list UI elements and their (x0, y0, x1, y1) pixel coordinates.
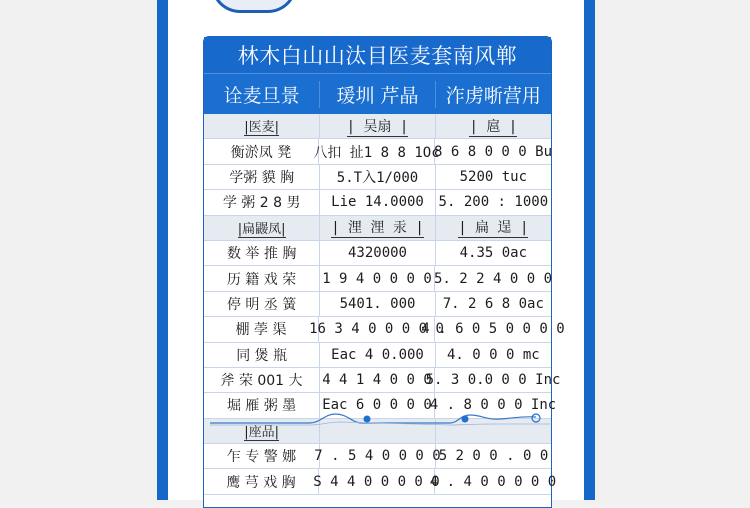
cell-text: |医麦| (244, 116, 279, 136)
table-row (204, 469, 557, 494)
table-cell (320, 216, 435, 240)
table-cell (204, 190, 320, 214)
cell-text: 5. 2 2 4 0 0 0 (434, 270, 553, 287)
table-row (204, 317, 565, 342)
table-cell (436, 343, 551, 367)
table-cell (320, 165, 435, 189)
cell-text: 衡淤凤 凳 (230, 144, 292, 161)
table-cell (435, 266, 551, 290)
wave-dot-2 (462, 416, 469, 423)
cell-text: 4. 0 0 0 mc (446, 346, 540, 363)
cell-text: Eac 4 0.000 (331, 346, 424, 363)
table-section-row (204, 114, 551, 139)
cell-text: 4 . 8 0 0 0 Inc (429, 397, 557, 414)
cell-text: 5.T入1/000 (336, 169, 419, 186)
cell-text: 5401. 000 (339, 295, 416, 312)
cell-text: Eac 6 0 0 0 0 (322, 397, 432, 414)
cell-text: 棚 荸 渠 (235, 322, 287, 339)
cell-text: 学粥 貘 胸 (229, 169, 295, 186)
wave-line (210, 414, 536, 423)
cell-text: 5. 200 : 1000 (438, 194, 549, 211)
table-row (204, 165, 551, 190)
cell-text: 8 6 8 0 0 0 Bu (434, 143, 553, 160)
table-cell (204, 241, 320, 265)
cell-text: 4 . 4 0 0 0 0 0 (429, 473, 557, 490)
table-cell (436, 216, 551, 240)
table-row (204, 444, 551, 469)
cell-text: 乍 专 警 娜 (226, 449, 297, 466)
table-cell (204, 216, 320, 240)
cell-text: 数 举 推 胸 (226, 246, 297, 263)
table-cell (204, 139, 319, 163)
table-row (204, 343, 551, 368)
cell-text: 4320000 (347, 245, 407, 262)
table-cell (436, 292, 551, 316)
cell-text: 停 明 丞 簧 (226, 296, 297, 313)
cell-text: 7 . 5 4 0 0 0 0 (314, 448, 441, 465)
table-cell (320, 292, 435, 316)
cell-text: 1 9 4 0 0 0 0 (322, 270, 432, 287)
table-cell (436, 241, 551, 265)
table-cell (320, 266, 435, 290)
table-header-row (204, 73, 551, 114)
table-row (204, 139, 551, 164)
cell-text: |座品| (244, 421, 279, 441)
table-cell (436, 114, 551, 138)
cell-text: | 浬 浬 汞 | (331, 217, 424, 238)
table-cell (309, 317, 444, 341)
table-cell (320, 343, 435, 367)
table-row (204, 266, 551, 291)
column-header-3: 泎虏哳营用 (445, 84, 541, 107)
table-row (204, 368, 561, 393)
wave-dot-1 (364, 416, 371, 423)
cell-text: 学 粥 2 8 男 (222, 195, 301, 212)
table-cell (425, 368, 561, 392)
column-header-2: 瑗圳 芹晶 (320, 81, 435, 108)
data-table (203, 36, 565, 508)
cell-text: 八扣 扯1 8 8 1Oc (313, 144, 440, 161)
table-cell (320, 190, 435, 214)
table-section-row (204, 216, 551, 241)
table-cell (429, 469, 557, 493)
table-row (204, 190, 551, 215)
table-cell (204, 114, 320, 138)
table-cell (436, 444, 551, 468)
table-cell (320, 241, 435, 265)
table-cell (314, 444, 441, 468)
cell-text: 同 煲 瓶 (236, 347, 288, 364)
cell-text: 16 3 4 0 0 0 0 0 (309, 321, 444, 338)
table-cell (436, 190, 551, 214)
table-cell (421, 317, 565, 341)
table-row (204, 292, 551, 317)
table-cell (204, 469, 319, 493)
cell-text: S 4 4 0 0 0 0 0 (313, 473, 440, 490)
cell-text: 斧 荣 001 大 (220, 373, 303, 390)
wave-connector-graphic (210, 410, 550, 432)
cell-text: Lie 14.0000 (331, 194, 424, 211)
table-cell (435, 139, 551, 163)
table-cell (204, 165, 320, 189)
table-cell (204, 317, 319, 341)
cell-text: 4 4 1 4 0 0 0 (322, 372, 432, 389)
table-cell (436, 165, 551, 189)
cell-text: | 扈 | (469, 116, 517, 137)
table-cell (204, 292, 320, 316)
table-cell (204, 368, 320, 392)
cell-text: 鹰 芎 戏 胸 (226, 474, 296, 491)
table-row (204, 241, 551, 266)
cell-text: | 扁 逞 | (458, 217, 528, 238)
cell-text: 历 籍 戏 荣 (226, 271, 297, 288)
cell-text: 堀 雁 粥 墨 (226, 398, 297, 415)
cell-text: 4 . 6 0 5 0 0 0 0 (421, 321, 565, 338)
table-cell (204, 343, 320, 367)
cell-text: | 吴扇 | (347, 116, 409, 137)
cell-text: 4.35 0ac (459, 245, 528, 262)
table-title: 林木白山山汰目医麦套南风郸 (204, 37, 551, 73)
table-cell (313, 139, 440, 163)
table-cell (313, 469, 440, 493)
table-body (204, 114, 565, 495)
cell-text: |扁鼹凤| (238, 218, 286, 238)
cell-text: 5 2 0 0 . 0 0 (438, 448, 549, 465)
cell-text: 5. 3 0.0 0 0 Inc (425, 372, 561, 389)
table-cell (204, 266, 320, 290)
table-cell (320, 114, 435, 138)
cell-text: 5200 tuc (459, 168, 528, 185)
table-cell (204, 444, 320, 468)
column-header-1: 诠麦旦景 (204, 81, 320, 108)
wave-dot-3 (532, 414, 540, 422)
cell-text: 7. 2 6 8 0ac (442, 295, 544, 312)
table-cell (320, 368, 435, 392)
